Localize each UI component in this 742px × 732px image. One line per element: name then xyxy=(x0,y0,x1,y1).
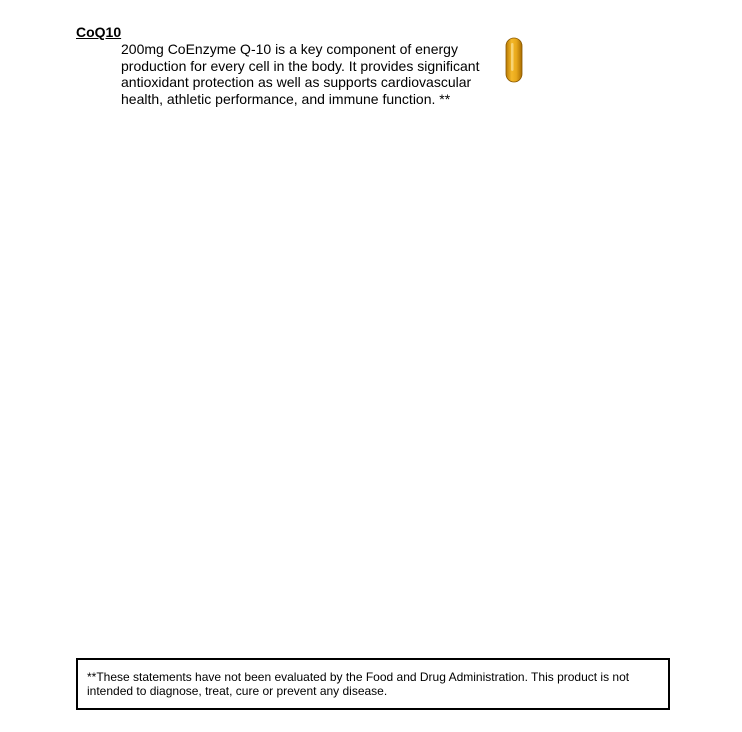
product-title[interactable]: CoQ10 xyxy=(76,24,122,40)
product-description: 200mg CoEnzyme Q-10 is a key component of energy production for every cell in the body. It provides significant antioxidant protection as well as supports cardiovascular health, athletic performance, and immune function. ** xyxy=(121,41,480,107)
disclaimer-box xyxy=(76,658,670,710)
disclaimer-text: **These statements have not been evaluated by the Food and Drug Administration. This product is not intended to diagnose, treat, cure or prevent any disease. xyxy=(87,670,630,698)
capsule-icon xyxy=(504,37,524,83)
